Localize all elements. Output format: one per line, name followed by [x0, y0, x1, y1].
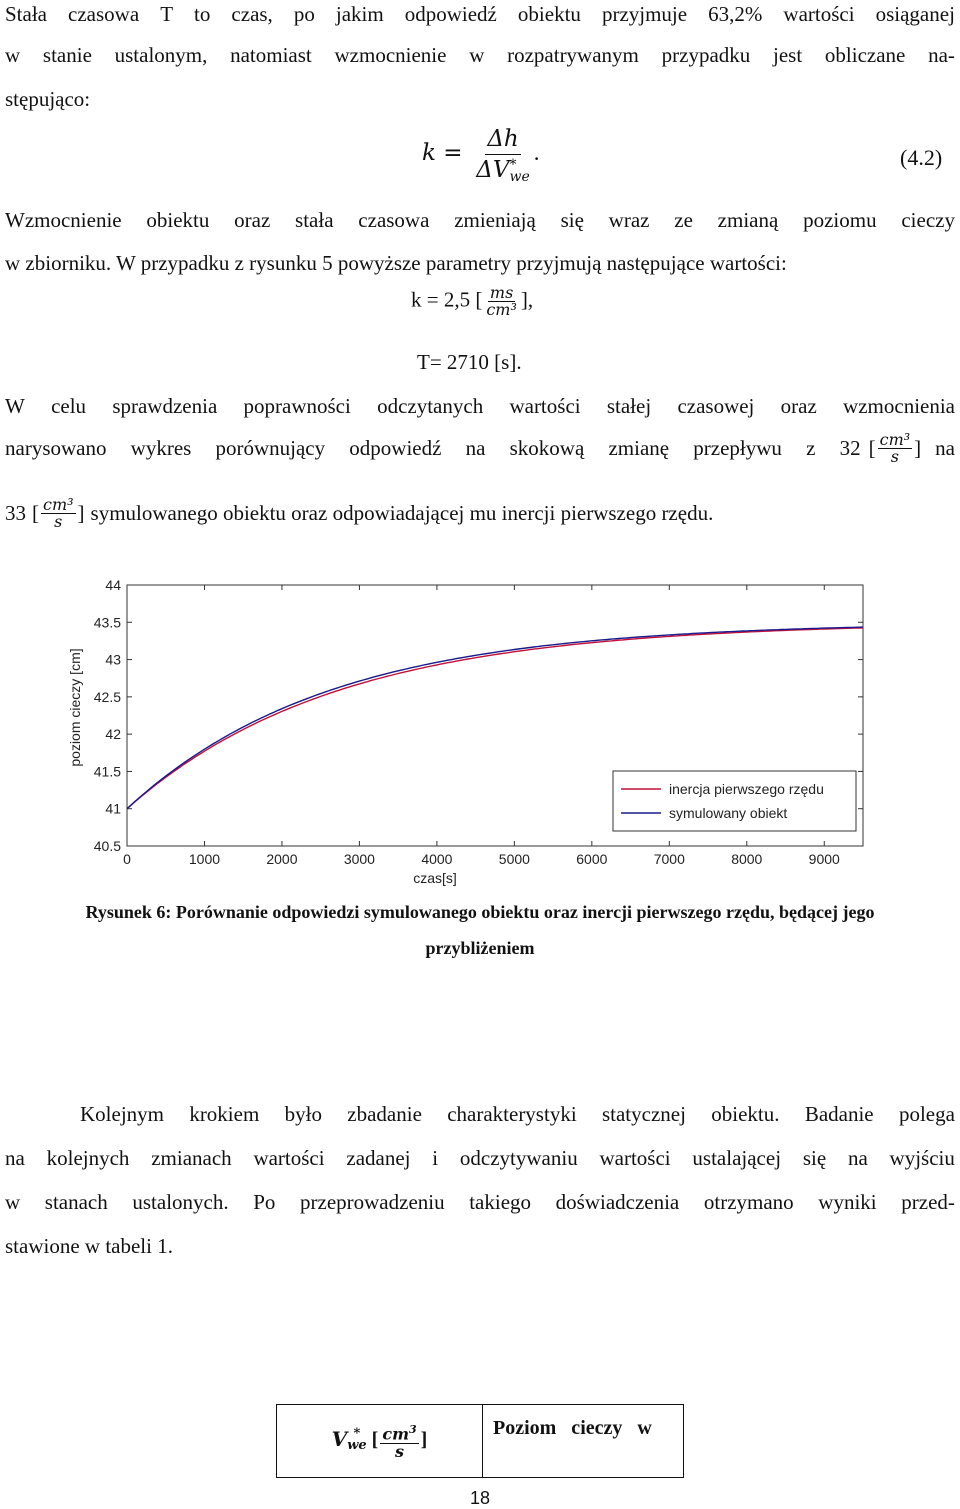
response-chart — [60, 565, 880, 890]
para3-unit-num: cm³ — [879, 430, 911, 449]
table-h1-den: s — [394, 1441, 404, 1461]
y-axis-label: poziom cieczy [cm] — [67, 648, 83, 767]
y-tick-label: 41 — [105, 800, 121, 817]
eq-den-base: ΔV — [476, 157, 510, 183]
word: Wzmocnienie — [5, 208, 122, 232]
word: krokiem — [189, 1102, 260, 1126]
table-h1-base: V — [331, 1426, 348, 1451]
word: wartości — [599, 1146, 671, 1170]
word: poprawności — [243, 394, 351, 418]
word: ustalającej — [692, 1146, 782, 1170]
word: takiego — [469, 1190, 532, 1214]
word: przepływu — [693, 436, 782, 460]
word: porównujący — [215, 436, 326, 460]
para1-line-2 — [5, 42, 955, 69]
param-k-den: cm³ — [486, 300, 517, 319]
word: Badanie — [804, 1102, 874, 1126]
x-tick-label: 4000 — [421, 851, 453, 867]
word: przyjmuje — [601, 2, 688, 26]
word: otrzymano — [703, 1190, 794, 1214]
eq-den-sup: * — [509, 157, 517, 173]
table-header-flow — [277, 1405, 483, 1478]
table-h1-num: cm — [382, 1424, 409, 1444]
x-tick-label: 1000 — [188, 851, 221, 867]
param-k-num: ms — [489, 283, 514, 302]
word: W — [5, 394, 25, 418]
word: to — [194, 2, 211, 26]
y-tick-label: 44 — [105, 577, 121, 593]
word: z — [806, 436, 816, 460]
para3-line-3-text: symulowanego obiektu oraz odpowiadającej mu inercji pierwszego rzędu. — [90, 501, 714, 525]
word: wykres — [130, 436, 192, 460]
word: w — [5, 1190, 21, 1214]
para3-line-2: narysowano wykres porównujący odpowiedź na skokową zmianę przepływu z 32 [ $\frac{\text{cm³}}{s}$ ] na — [5, 430, 955, 466]
word: kolejnych — [46, 1146, 130, 1170]
word: stała — [295, 208, 334, 232]
table-h1-sub: we — [347, 1438, 367, 1454]
para4-line-4: stawione w tabeli 1. — [5, 1234, 173, 1258]
word: odczytanych — [377, 394, 484, 418]
word: skokową — [509, 436, 585, 460]
eq-numerator: Δh — [485, 124, 520, 155]
word: rozpatrywanym — [507, 43, 639, 67]
word: wzmocnienia — [843, 394, 955, 418]
para3-unit-den-2: s — [54, 512, 63, 531]
word: w — [469, 43, 485, 67]
eq-lhs: k = — [422, 139, 463, 166]
word: na — [5, 1146, 25, 1170]
word: czas, — [231, 2, 273, 26]
word: było — [284, 1102, 322, 1126]
word: czasowa — [68, 2, 140, 26]
equation-4-2 — [422, 124, 540, 185]
table-h1-close: ] — [420, 1428, 428, 1451]
page-number: 18 — [469, 1488, 491, 1508]
word: jakim — [335, 2, 384, 26]
word: przeprowadzeniu — [300, 1190, 445, 1214]
word: zmieniają — [454, 208, 536, 232]
x-tick-label: 9000 — [808, 851, 840, 867]
para1-line-1 — [5, 1, 955, 28]
param-T: T= 2710 [s]. — [417, 350, 522, 374]
para3-line-2-end: na — [935, 436, 955, 460]
y-tick-label: 42.5 — [93, 688, 121, 705]
word: ustalonych. — [132, 1190, 229, 1214]
word: przypadku — [661, 43, 751, 67]
figure-caption-line-2: przybliżeniem — [425, 938, 535, 958]
word: stanie — [42, 43, 92, 67]
word: obiektu — [146, 208, 210, 232]
para3-line-1 — [5, 393, 955, 420]
word: zmianach — [151, 1146, 232, 1170]
eq-dot: . — [533, 139, 540, 165]
word: celu — [51, 394, 87, 418]
word: wzmocnienie — [334, 43, 447, 67]
data-table — [276, 1404, 684, 1478]
y-tick-label: 41.5 — [93, 763, 121, 780]
para3-unit-num-2: cm³ — [43, 495, 74, 514]
word: i — [432, 1146, 439, 1170]
word: odpowiedź — [349, 436, 442, 460]
figure-caption-line-1: Rysunek 6: Porównanie odpowiedzi symulowanego obiektu oraz inercji pierwszego rzędu, będącej jego — [85, 902, 875, 922]
word: oraz — [234, 208, 271, 232]
word: natomiast — [230, 43, 312, 67]
x-tick-label: 5000 — [498, 851, 530, 867]
param-k — [411, 285, 533, 318]
word: wyniki — [818, 1190, 877, 1214]
word: zmianę — [608, 436, 670, 460]
y-tick-label: 43 — [105, 651, 121, 668]
para2-line-1 — [5, 207, 955, 234]
word: Po — [253, 1190, 276, 1214]
word: 32 — [839, 436, 861, 460]
para1-line-3: stępująco: — [5, 87, 91, 111]
x-tick-label: 3000 — [343, 851, 375, 867]
word: charakterystyki — [447, 1102, 577, 1126]
word: osiąganej — [875, 2, 955, 26]
para3-unit-den: s — [890, 447, 899, 466]
x-tick-label: 2000 — [266, 851, 298, 867]
word: zbadanie — [347, 1102, 422, 1126]
word: wraz — [608, 208, 650, 232]
word: odczytywaniu — [459, 1146, 578, 1170]
table-header-level: Poziom cieczy w — [483, 1405, 684, 1478]
word: zmianą — [717, 208, 779, 232]
word: oraz — [780, 394, 817, 418]
table-h1-sup: * — [353, 1426, 361, 1442]
word: statycznej — [601, 1102, 686, 1126]
para2-line-2: w zbiorniku. W przypadku z rysunku 5 powyższe parametry przyjmują następujące wartości: — [5, 251, 787, 275]
legend-label: inercja pierwszego rzędu — [669, 781, 824, 797]
param-k-prefix: k = 2,5 [ — [411, 287, 483, 312]
word: na — [465, 436, 486, 460]
para3-line-3-prefix: 33 — [5, 501, 26, 525]
word: na- — [928, 43, 955, 67]
para3-line-3: 33 [ $\frac{\text{cm³}}{s}$ ] symulowanego obiektu oraz odpowiadającej mu inercji pierwszego rzędu. — [5, 495, 714, 531]
word: stałej — [606, 394, 652, 418]
eq-den-sub: we — [509, 169, 530, 185]
word: zadanej — [346, 1146, 411, 1170]
word: ze — [674, 208, 693, 232]
x-axis-label: czas[s] — [413, 870, 457, 886]
word: wartości — [253, 1146, 325, 1170]
word: cieczy — [901, 208, 955, 232]
param-k-suffix: ], — [520, 287, 534, 312]
table-h1-num-sup: 3 — [409, 1423, 417, 1437]
word: czasowej — [677, 394, 755, 418]
legend-label: symulowany obiekt — [669, 805, 788, 821]
x-tick-label: 7000 — [653, 851, 685, 867]
word: polega — [898, 1102, 955, 1126]
word: odpowiedź — [404, 2, 497, 26]
table-h1-open: [ — [371, 1428, 379, 1451]
word: obliczane — [824, 43, 906, 67]
word: Kolejnym — [80, 1102, 164, 1126]
word: się — [802, 1146, 827, 1170]
word: na — [847, 1146, 868, 1170]
word: przed- — [901, 1190, 955, 1214]
word: wartości — [783, 2, 855, 26]
word: Stała — [5, 2, 47, 26]
word: wartości — [509, 394, 581, 418]
y-tick-label: 43.5 — [93, 614, 121, 631]
y-tick-label: 40.5 — [93, 838, 121, 854]
word: jest — [773, 43, 803, 67]
word: w — [5, 43, 21, 67]
x-tick-label: 0 — [123, 851, 131, 867]
word: 63,2% — [708, 2, 763, 26]
word: doświadczenia — [555, 1190, 680, 1214]
x-tick-label: 8000 — [731, 851, 763, 867]
word: stanach — [44, 1190, 108, 1214]
x-tick-label: 6000 — [576, 851, 608, 867]
word: T — [160, 2, 174, 26]
para4-line-1 — [80, 1101, 955, 1128]
y-tick-label: 42 — [105, 726, 121, 743]
para4-line-2 — [5, 1145, 955, 1172]
word: czasowa — [358, 208, 430, 232]
word: obiektu — [517, 2, 581, 26]
word: sprawdzenia — [112, 394, 218, 418]
word: obiektu. — [711, 1102, 780, 1126]
para4-line-3 — [5, 1189, 955, 1216]
legend-box — [613, 771, 856, 831]
word: wyjściu — [889, 1146, 955, 1170]
equation-number: (4.2) — [900, 145, 943, 170]
word: ustalonym, — [114, 43, 208, 67]
word: po — [293, 2, 315, 26]
word: się — [560, 208, 584, 232]
para3-line-2-words — [5, 435, 869, 462]
word: narysowano — [5, 436, 107, 460]
word: poziomu — [803, 208, 877, 232]
